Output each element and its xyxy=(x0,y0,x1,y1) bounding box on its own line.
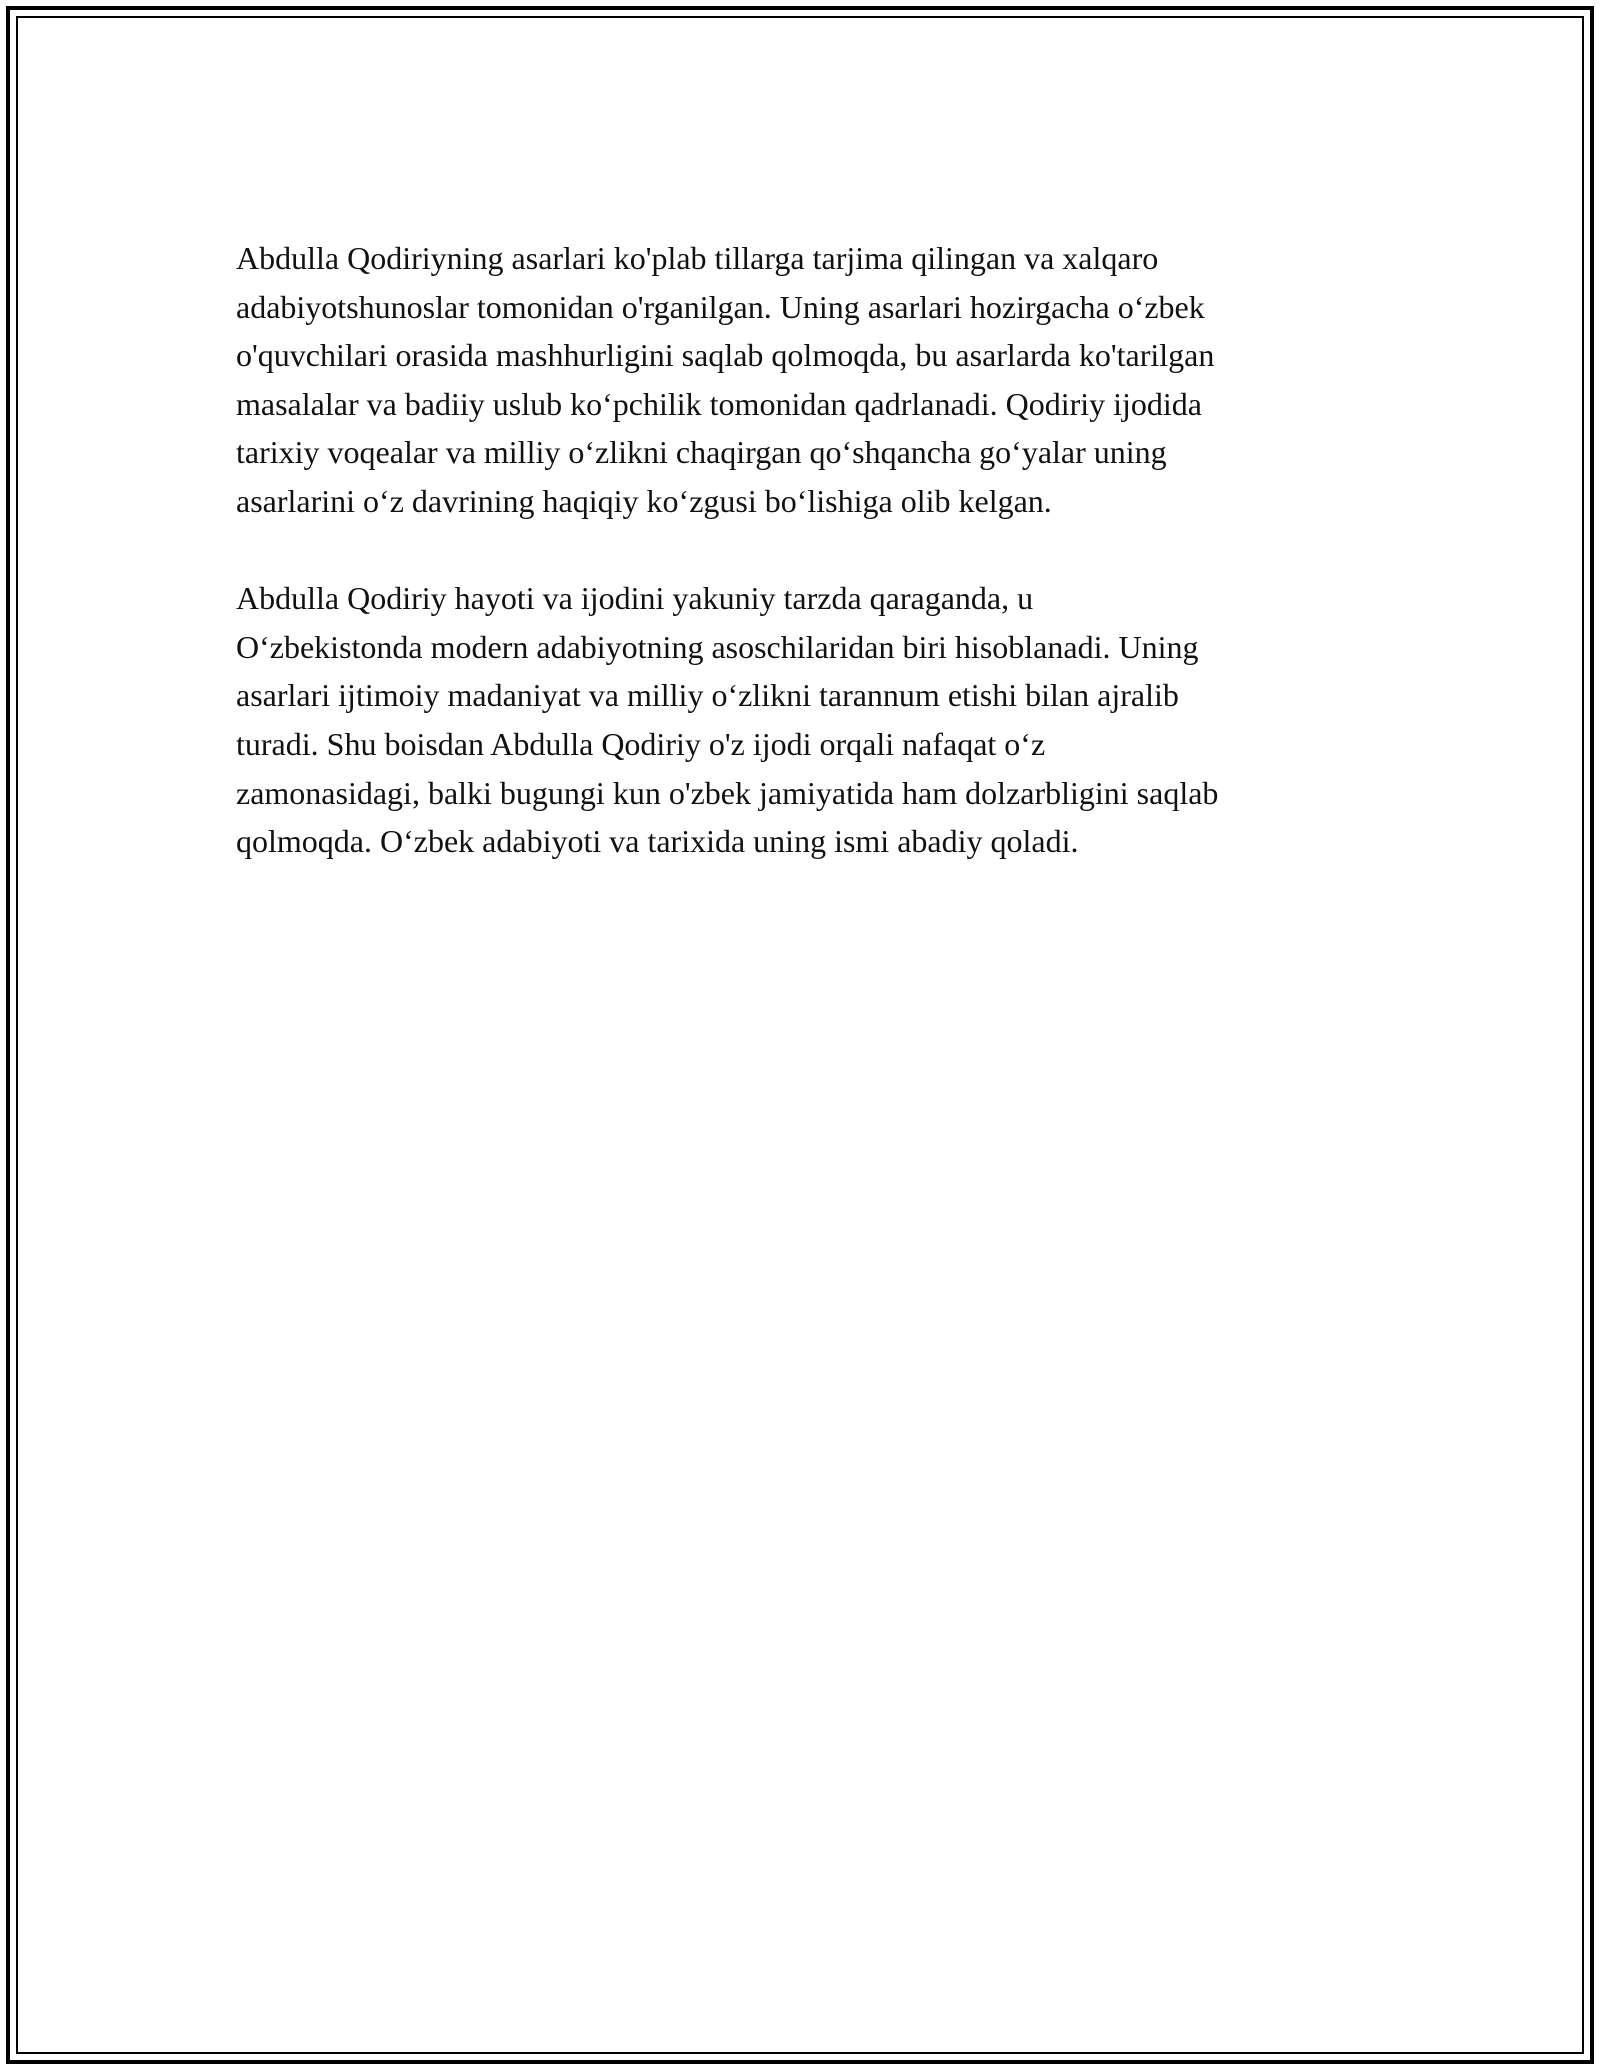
paragraph-2: Abdulla Qodiriy hayoti va ijodini yakuniy tarzda qaraganda, u O‘zbekistonda modern adabiyotning asoschilaridan biri hisoblanadi. Uning asarlari ijtimoiy madaniyat va milliy o‘zlikni tarannum etishi bilan ajralib turadi. Shu boisdan Abdulla Qodiriy o'z ijodi orqali nafaqat o‘z zamonasidagi, balki bugungi kun o'zbek jamiyatida ham dolzarbligini saqlab qolmoqda. O‘zbek adabiyoti va tarixida uning ismi abadiy qoladi. xyxy=(236,580,1219,860)
paragraph-1: Abdulla Qodiriyning asarlari ko'plab tillarga tarjima qilingan va xalqaro adabiyotshunoslar tomonidan o'rganilgan. Uning asarlari hozirgacha o‘zbek o'quvchilari orasida mashhurligini saqlab qolmoqda, bu asarlarda ko'tarilgan masalalar va badiiy uslub ko‘pchilik tomonidan qadrlanadi. Qodiriy ijodida tarixiy voqealar va milliy o‘zlikni chaqirgan qo‘shqancha go‘yalar uning asarlarini o‘z davrining haqiqiy ko‘zgusi bo‘lishiga olib kelgan. xyxy=(236,240,1215,519)
document-body xyxy=(236,234,1366,914)
